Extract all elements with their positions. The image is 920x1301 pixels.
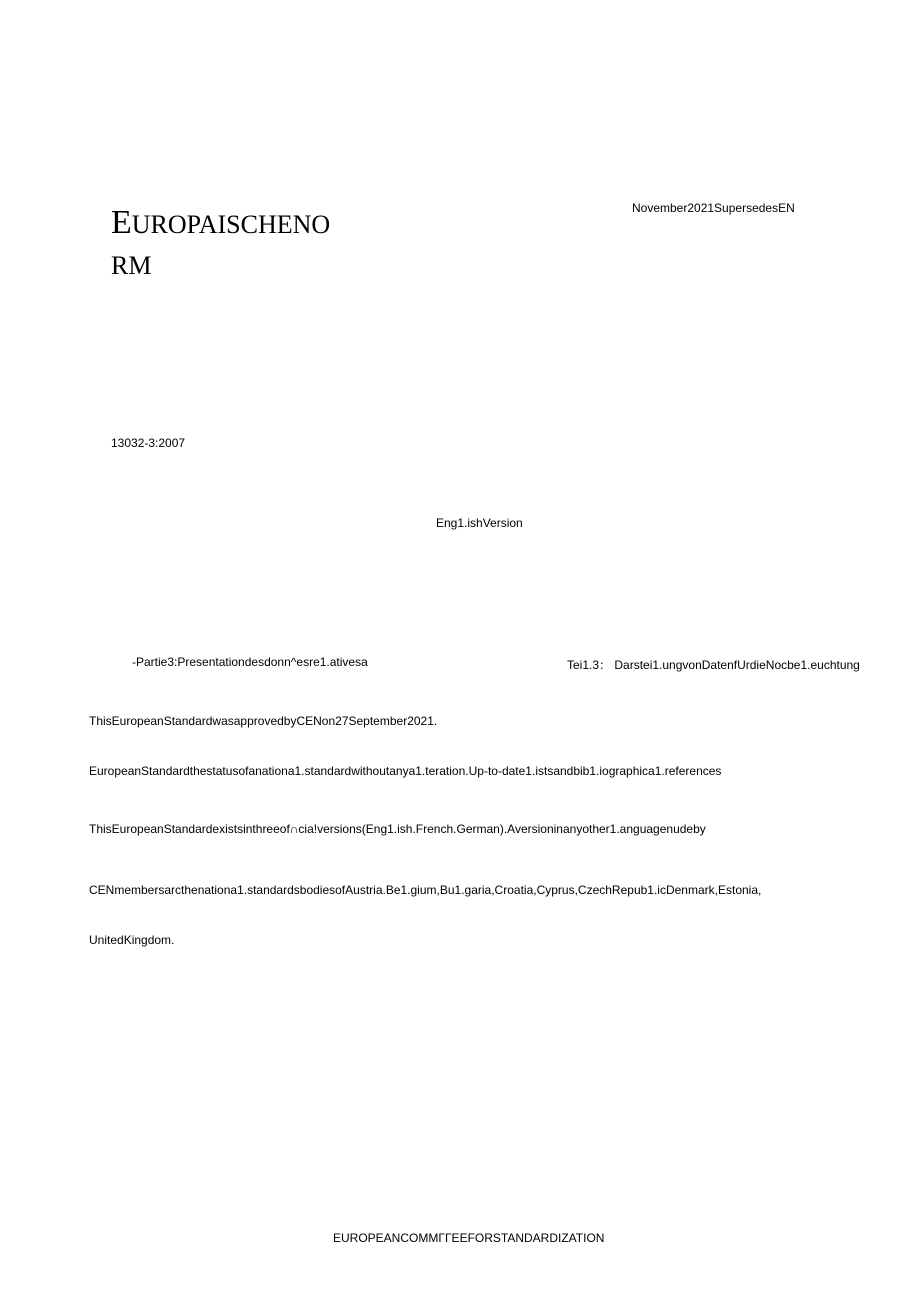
versions-paragraph: ThisEuropeanStandardexistsinthreeof∩cia!versions(Eng1.ish.French.German).Aversioninanyother1.anguagenudeby bbox=[89, 822, 706, 836]
date-supersedes: November2021SupersedesEN bbox=[632, 201, 795, 215]
document-title-initial: E bbox=[111, 204, 132, 241]
committee-footer: EUROPEANCOMMΓΓEEFORSTANDARDIZATION bbox=[333, 1231, 605, 1245]
approval-paragraph: ThisEuropeanStandardwasapprovedbyCENon27September2021. bbox=[89, 714, 438, 728]
document-title-line1: UROPAISCHENO bbox=[131, 210, 331, 239]
members-paragraph: CENmembersarcthenationa1.standardsbodiesofAustria.Be1.gium,Bu1.garia,Croatia,Cyprus,CzechRepub1.icDenmark,Estonia, bbox=[89, 883, 762, 897]
status-paragraph: EuropeanStandardthestatusofanationa1.standardwithoutanya1.teration.Up-to-date1.istsandbib1.iographica1.references bbox=[89, 764, 722, 778]
members-paragraph-end: UnitedKingdom. bbox=[89, 933, 175, 947]
french-title: -Partie3:Presentationdesdonn^esre1.ativesa bbox=[132, 655, 368, 669]
german-title: Tei1.3： Darstei1.ungvonDatenfUrdieNocbe1.euchtung bbox=[567, 658, 860, 672]
supersedes-number: 13032-3:2007 bbox=[111, 436, 186, 450]
document-title bbox=[111, 203, 330, 245]
language-version: Eng1.ishVersion bbox=[436, 516, 523, 530]
document-title-line2: RM bbox=[111, 251, 152, 280]
